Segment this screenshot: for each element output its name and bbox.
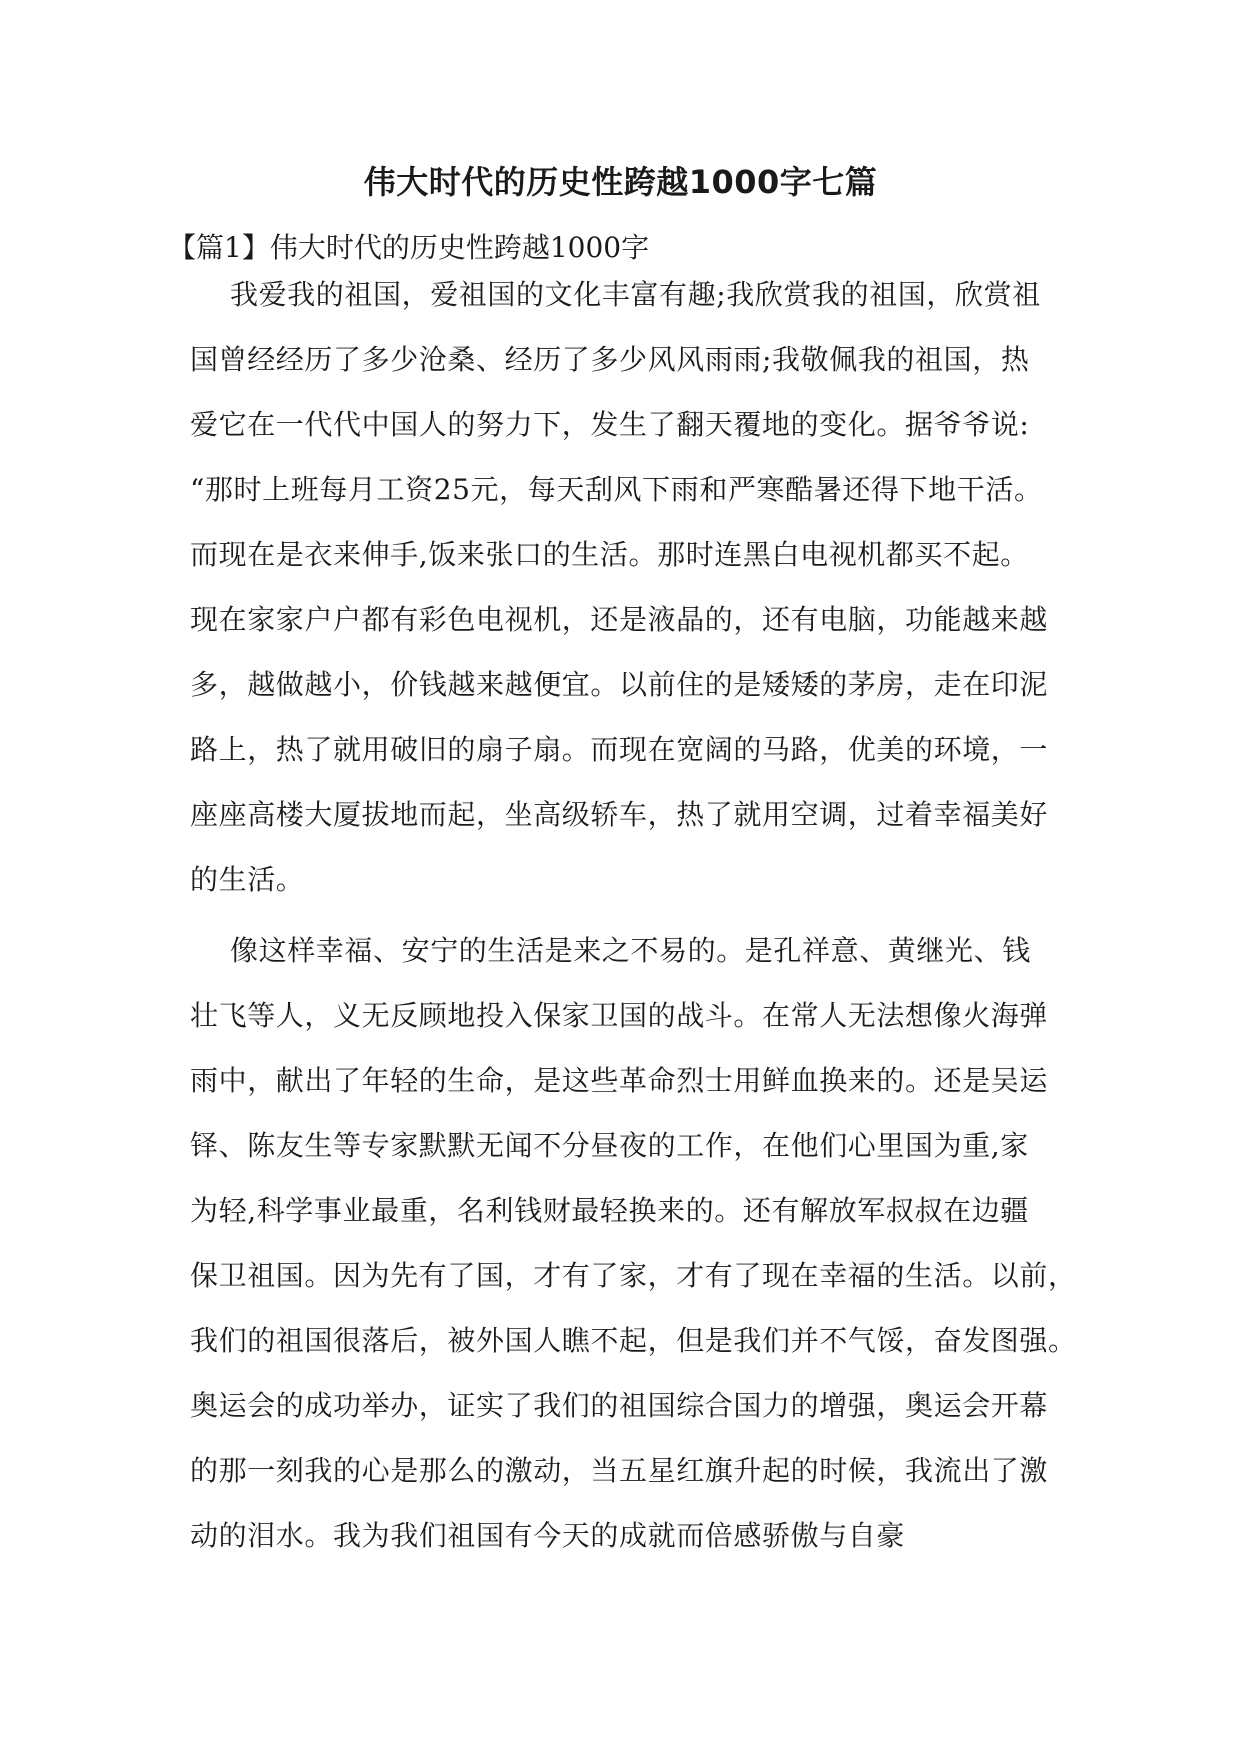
paragraph-line: 动的泪水。我为我们祖国有今天的成就而倍感骄傲与自豪 — [190, 1519, 906, 1552]
paragraph-line: 雨中，献出了年轻的生命，是这些革命烈士用鲜血换来的。还是吴运 — [190, 1064, 1049, 1097]
paragraph-2 — [190, 918, 1077, 1568]
paragraph-line: 保卫祖国。因为先有了国，才有了家，才有了现在幸福的生活。以前， — [190, 1259, 1077, 1292]
paragraph-line: 奥运会的成功举办，证实了我们的祖国综合国力的增强，奥运会开幕 — [190, 1389, 1049, 1422]
paragraph-line: 爱它在一代代中国人的努力下，发生了翻天覆地的变化。据爷爷说: — [190, 408, 1030, 441]
document-title: 伟大时代的历史性跨越1000字七篇 — [363, 163, 878, 201]
paragraph-line: 像这样幸福、安宁的生活是来之不易的。是孔祥意、黄继光、钱 — [230, 934, 1031, 967]
paragraph-line: 多，越做越小，价钱越来越便宜。以前住的是矮矮的茅房，走在印泥 — [190, 668, 1049, 701]
paragraph-line: 我们的祖国很落后，被外国人瞧不起，但是我们并不气馁，奋发图强。 — [190, 1324, 1077, 1357]
paragraph-line: 的生活。 — [190, 863, 305, 896]
paragraph-line: 铎、陈友生等专家默默无闻不分昼夜的工作，在他们心里国为重,家 — [190, 1129, 1029, 1162]
paragraph-1 — [190, 262, 1060, 912]
paragraph-line: 壮飞等人，义无反顾地投入保家卫国的战斗。在常人无法想像火海弹 — [190, 999, 1049, 1032]
paragraph-line: 路上，热了就用破旧的扇子扇。而现在宽阔的马路，优美的环境，一 — [190, 733, 1049, 766]
paragraph-line: 为轻,科学事业最重，名利钱财最轻换来的。还有解放军叔叔在边疆 — [190, 1194, 1029, 1227]
paragraph-line: “那时上班每月工资25元，每天刮风下雨和严寒酷暑还得下地干活。 — [190, 473, 1043, 506]
paragraph-line: 的那一刻我的心是那么的激动，当五星红旗升起的时候，我流出了激 — [190, 1454, 1049, 1487]
paragraph-line: 我爱我的祖国，爱祖国的文化丰富有趣;我欣赏我的祖国，欣赏祖 — [230, 278, 1041, 311]
section-heading: 【篇1】伟大时代的历史性跨越1000字 — [168, 231, 650, 264]
paragraph-line: 现在家家户户都有彩色电视机，还是液晶的，还有电脑，功能越来越 — [190, 603, 1049, 636]
paragraph-line: 座座高楼大厦拔地而起，坐高级轿车，热了就用空调，过着幸福美好 — [190, 798, 1049, 831]
paragraph-line: 国曾经经历了多少沧桑、经历了多少风风雨雨;我敬佩我的祖国，热 — [190, 343, 1030, 376]
paragraph-line: 而现在是衣来伸手,饭来张口的生活。那时连黑白电视机都买不起。 — [190, 538, 1029, 571]
